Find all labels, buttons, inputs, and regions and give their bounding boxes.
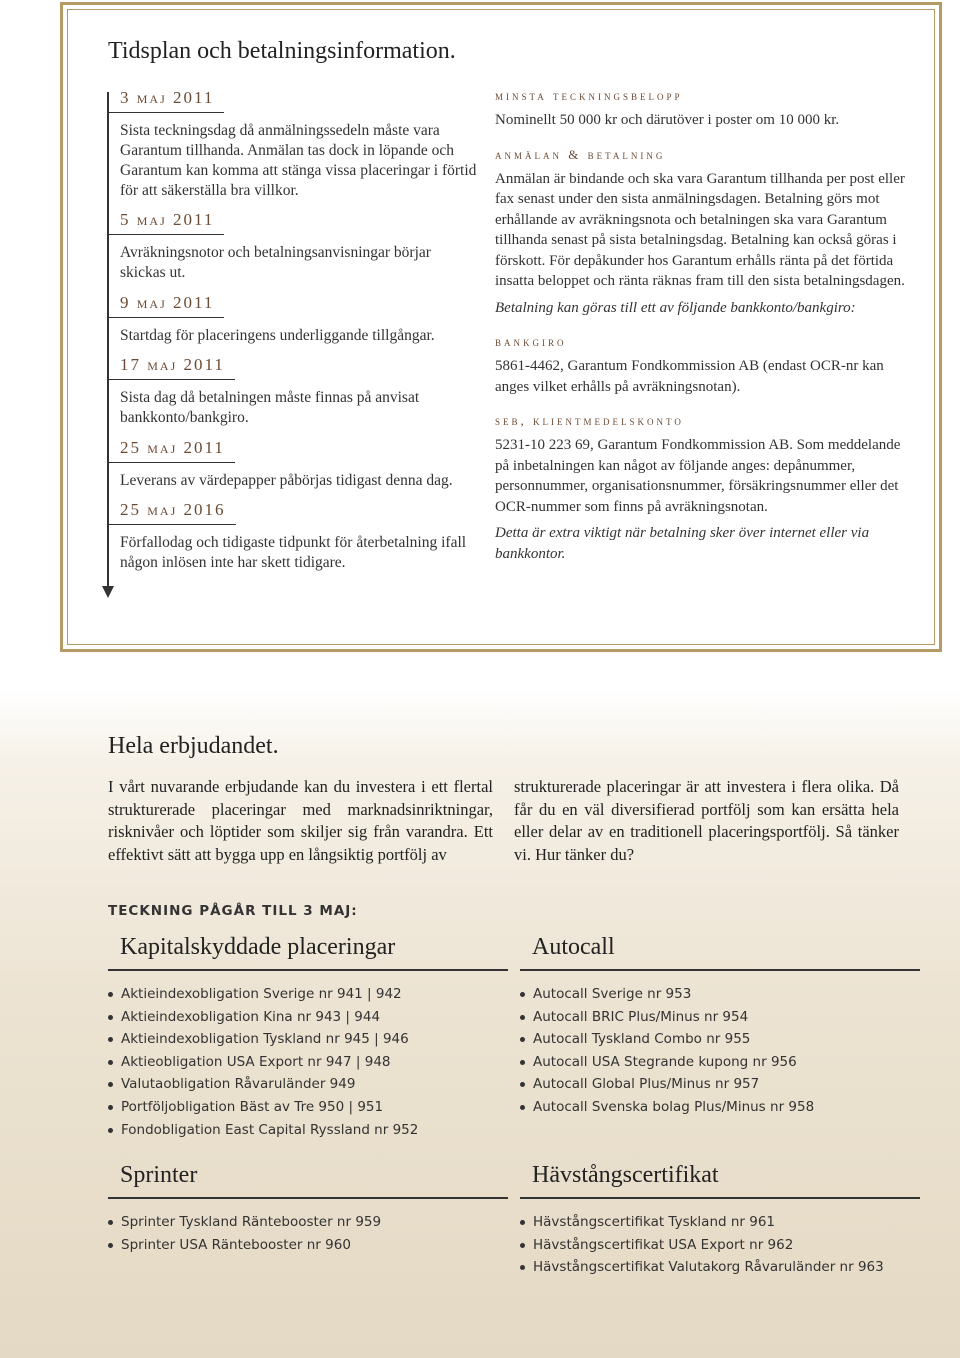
timeline-text: Startdag för placeringens underliggande tillgångar.: [120, 327, 435, 344]
product-item: Sprinter Tyskland Räntebooster nr 959: [108, 1211, 508, 1234]
registration-note: Betalning kan göras till ett av följande bankkonto/bankgiro:: [495, 299, 856, 316]
seb-heading: seb, klientmedelskonto: [495, 413, 684, 428]
schedule-title: Tidsplan och betalningsinformation.: [108, 38, 456, 64]
product-item: Portföljobligation Bäst av Tre 950 | 951: [108, 1096, 508, 1119]
timeline-date: 25 maj 2011: [108, 438, 235, 463]
product-list: [520, 983, 920, 1119]
offer-title: Hela erbjudandet.: [108, 733, 279, 759]
product-item: Aktieindexobligation Sverige nr 941 | 942: [108, 983, 508, 1006]
registration-heading: anmälan & betalning: [495, 146, 666, 162]
seb-note: Detta är extra viktigt när betalning sker över internet eller via bankkontor.: [495, 525, 870, 562]
seb-text: 5231-10 223 69, Garantum Fondkommission AB. Som meddelande på inbetalningen kan något av följande anges: depånummer, personnummer, organisationsnummer, försäkringsnummer eller det OCR-nummer som finns på avräkningsnotan.: [495, 437, 901, 515]
timeline-item: [108, 88, 478, 201]
timeline-date: 5 maj 2011: [108, 210, 224, 235]
timeline-item: [108, 500, 478, 573]
subscription-deadline: TECKNING PÅGÅR TILL 3 MAJ:: [108, 903, 358, 919]
product-item: Hävstångscertifikat USA Export nr 962: [520, 1234, 920, 1257]
category-title: Sprinter: [108, 1162, 508, 1199]
product-item: Aktieobligation USA Export nr 947 | 948: [108, 1051, 508, 1074]
offer-text-col2: strukturerade placeringar är att investera i flera olika. Då får du en väl diversifierad portfölj som kan ersätta hela eller delar av en traditionell placeringsportfölj. Så tänker vi. Hur tänker du?: [514, 777, 899, 864]
category-sprinter: [108, 1162, 508, 1256]
category-autocall: [520, 934, 920, 1119]
timeline-item: [108, 438, 478, 491]
category-title: Autocall: [520, 934, 920, 971]
category-title: Hävstångscertifikat: [520, 1162, 920, 1199]
timeline-text: Förfallodag och tidigaste tidpunkt för återbetalning ifall någon inlösen inte har skett tidigare.: [120, 534, 467, 571]
timeline-date: 17 maj 2011: [108, 355, 235, 380]
category-havstangscertifikat: [520, 1162, 920, 1279]
timeline-text: Sista dag då betalningen måste finnas på anvisat bankkonto/bankgiro.: [120, 389, 420, 426]
offer-text-col1: I vårt nuvarande erbjudande kan du investera i ett flertal strukturerade placeringar med marknadsinriktningar, risknivåer och löptider som skiljer sig från varandra. Ett effektivt sätt att bygga upp en långsiktig portfölj av: [108, 777, 493, 864]
product-item: Fondobligation East Capital Ryssland nr 952: [108, 1119, 508, 1142]
payment-info: [495, 88, 905, 580]
product-item: Aktieindexobligation Tyskland nr 945 | 946: [108, 1028, 508, 1051]
product-item: Aktieindexobligation Kina nr 943 | 944: [108, 1006, 508, 1029]
product-item: Hävstångscertifikat Valutakorg Råvaruländer nr 963: [520, 1256, 920, 1279]
timeline-text: Sista teckningsdag då anmälningssedeln måste vara Garantum tillhanda. Anmälan tas dock in löpande och Garantum kan komma att stänga vissa placeringar i förtid för att säkerställa bra villkor.: [120, 122, 477, 199]
timeline-date: 9 maj 2011: [108, 293, 224, 318]
product-item: Valutaobligation Råvaruländer 949: [108, 1073, 508, 1096]
category-kapitalskyddade: [108, 934, 508, 1141]
product-list: [520, 1211, 920, 1279]
product-item: Sprinter USA Räntebooster nr 960: [108, 1234, 508, 1257]
timeline-item: [108, 293, 478, 346]
timeline-arrow-icon: [102, 586, 114, 598]
min-amount-text: Nominellt 50 000 kr och därutöver i poster om 10 000 kr.: [495, 112, 840, 128]
product-item: Autocall BRIC Plus/Minus nr 954: [520, 1006, 920, 1029]
product-item: Autocall Tyskland Combo nr 955: [520, 1028, 920, 1051]
product-item: Autocall Sverige nr 953: [520, 983, 920, 1006]
product-item: Autocall USA Stegrande kupong nr 956: [520, 1051, 920, 1074]
registration-text: Anmälan är bindande och ska vara Garantum tillhanda per post eller fax senast under den sista anmälningsdagen. Betalning görs mot erhållande av avräkningsnota och betalningen ska vara Garantum tillhanda senast på sista betalningsdag. Betalning kan också göras i förskott. För depåkunder hos Garantum erhålls ränta på det förtida insatta beloppet och ränta räknas fram till den sista betalningsdagen.: [495, 170, 905, 289]
category-title: Kapitalskyddade placeringar: [108, 934, 508, 971]
timeline-item: [108, 355, 478, 428]
min-amount-heading: minsta teckningsbelopp: [495, 88, 683, 103]
timeline-date: 25 maj 2016: [108, 500, 236, 525]
product-item: Hävstångscertifikat Tyskland nr 961: [520, 1211, 920, 1234]
timeline-date: 3 maj 2011: [108, 88, 224, 113]
product-list: [108, 983, 508, 1141]
timeline-text: Avräkningsnotor och betalningsanvisningar börjar skickas ut.: [120, 244, 431, 281]
bankgiro-heading: bankgiro: [495, 334, 567, 349]
timeline-text: Leverans av värdepapper påbörjas tidigast denna dag.: [120, 472, 453, 489]
product-item: Autocall Global Plus/Minus nr 957: [520, 1073, 920, 1096]
timeline-item: [108, 210, 478, 283]
bankgiro-text: 5861-4462, Garantum Fondkommission AB (endast OCR-nr kan anges vilket erhålls på avräkningsnotan).: [495, 358, 884, 395]
product-list: [108, 1211, 508, 1256]
product-item: Autocall Svenska bolag Plus/Minus nr 958: [520, 1096, 920, 1119]
